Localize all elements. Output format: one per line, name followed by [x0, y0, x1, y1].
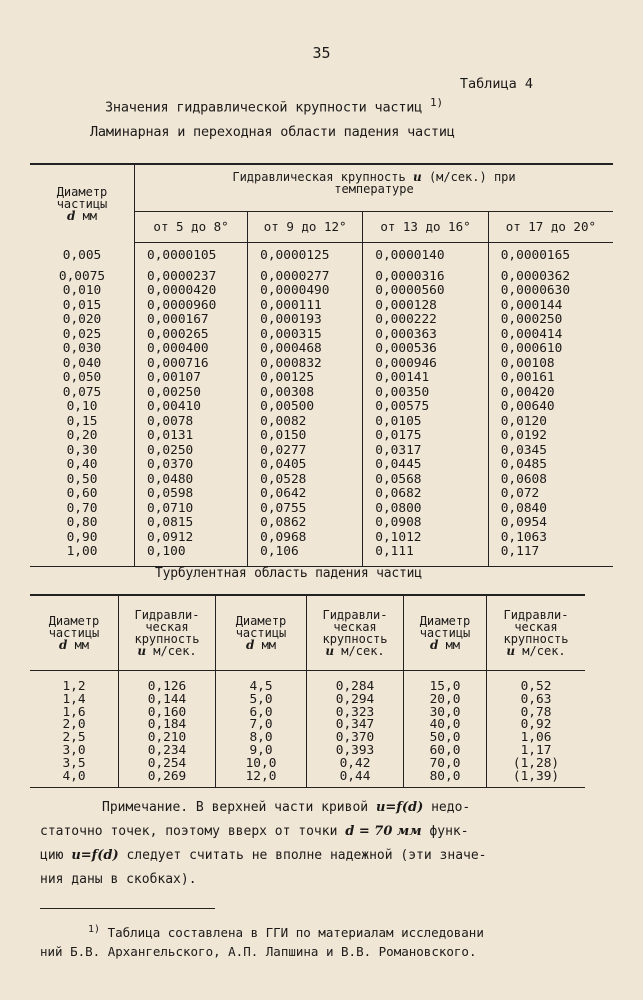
table-row — [30, 299, 613, 314]
velocity-cell: 0,42 — [307, 758, 404, 771]
table-row — [30, 771, 585, 784]
table-row — [30, 386, 613, 401]
velocity-cell: 0,000832 — [248, 357, 363, 372]
table-row — [30, 473, 613, 488]
velocity-cell: 0,323 — [307, 707, 404, 720]
velocity-cell: 0,000946 — [363, 357, 488, 372]
velocity-cell: 0,0000316 — [363, 270, 488, 285]
velocity-cell: 0,52 — [487, 681, 586, 694]
velocity-cell: (1,39) — [487, 771, 586, 784]
diameter-cell: 80,0 — [404, 771, 487, 784]
velocity-cell: 0,111 — [363, 545, 488, 560]
table-row — [30, 502, 613, 517]
velocity-cell: 0,0608 — [500, 471, 547, 487]
velocity-cell: 0,0568 — [363, 473, 488, 488]
velocity-cell: (1,28) — [487, 758, 586, 771]
velocity-cell: 0,0528 — [248, 473, 363, 488]
table-title — [105, 96, 443, 116]
temp-header-5-8: от 5 до 8° — [135, 212, 248, 243]
velocity-cell: 0,0480 — [135, 473, 248, 488]
temp-header-17-20: от 17 до 20° — [488, 212, 613, 243]
table-row — [30, 681, 585, 694]
velocity-cell: 0,0445 — [363, 458, 488, 473]
temp-header-13-16: от 13 до 16° — [363, 212, 488, 243]
laminar-table — [30, 163, 613, 567]
table-row — [30, 429, 613, 444]
diameter-cell: 5,0 — [216, 694, 307, 707]
velocity-cell: 0,0710 — [135, 502, 248, 517]
velocity-cell: 0,000144 — [500, 297, 563, 313]
velocity-cell: 0,0277 — [248, 444, 363, 459]
diameter-cell: 0,015 — [30, 299, 135, 314]
t2-diameter-header-2: Диаметр частицы d мм — [216, 595, 307, 671]
diameter-cell: 30,0 — [404, 707, 487, 720]
velocity-cell: 0,210 — [119, 732, 216, 745]
velocity-cell: 0,000468 — [248, 342, 363, 357]
velocity-cell: 0,0000140 — [363, 249, 488, 264]
velocity-cell: 0,00107 — [135, 371, 248, 386]
velocity-cell: 0,0000630 — [500, 283, 571, 298]
velocity-cell: 0,294 — [307, 694, 404, 707]
velocity-cell: 0,126 — [119, 681, 216, 694]
velocity-cell: 0,00161 — [500, 370, 555, 385]
table-row — [30, 707, 585, 720]
diameter-cell: 2,5 — [62, 730, 86, 746]
velocity-cell: 0,0682 — [363, 487, 488, 502]
diameter-cell: 0,025 — [30, 328, 135, 343]
diameter-header: Диаметр частицы d мм — [30, 164, 135, 243]
velocity-cell: 0,0000125 — [248, 249, 363, 264]
velocity-cell: 0,0000165 — [500, 248, 571, 263]
velocity-cell: 0,00575 — [363, 400, 488, 415]
velocity-cell: 0,0345 — [500, 442, 547, 458]
diameter-cell: 0,040 — [30, 357, 135, 372]
table-row — [30, 487, 613, 502]
velocity-cell: 0,106 — [248, 545, 363, 560]
table-row — [30, 371, 613, 386]
diameter-cell: 10,0 — [216, 758, 307, 771]
velocity-cell: 0,000536 — [363, 342, 488, 357]
velocity-cell: 0,0150 — [248, 429, 363, 444]
diameter-cell: 40,0 — [404, 719, 487, 732]
diameter-cell: 0,40 — [30, 458, 135, 473]
velocity-cell: 0,00250 — [135, 386, 248, 401]
velocity-cell: 0,00108 — [500, 355, 555, 371]
velocity-cell: 0,000265 — [135, 328, 248, 343]
velocity-cell: 0,000315 — [248, 328, 363, 343]
velocity-cell: 0,00141 — [363, 371, 488, 386]
diameter-cell: 0,50 — [30, 473, 135, 488]
velocity-cell: 0,00350 — [363, 386, 488, 401]
velocity-cell: 0,0317 — [363, 444, 488, 459]
velocity-cell: 0,000610 — [500, 341, 563, 356]
diameter-cell: 1,6 — [62, 704, 86, 720]
diameter-cell: 0,15 — [30, 415, 135, 430]
t2-velocity-header-1: Гидравли- ческая крупность u м/сек. — [119, 595, 216, 671]
velocity-cell: 0,000414 — [500, 326, 563, 342]
table-row — [30, 270, 613, 285]
diameter-cell: 0,70 — [30, 502, 135, 517]
velocity-cell: 0,000193 — [248, 313, 363, 328]
velocity-cell: 0,78 — [487, 707, 586, 720]
diameter-cell: 0,30 — [30, 444, 135, 459]
velocity-cell: 0,000111 — [248, 299, 363, 314]
table-label: Таблица 4 — [459, 76, 533, 92]
velocity-cell: 0,00125 — [248, 371, 363, 386]
velocity-cell: 0,0000105 — [135, 249, 248, 264]
velocity-cell: 0,63 — [487, 694, 586, 707]
velocity-cell: 0,144 — [119, 694, 216, 707]
laminar-subtitle: Ламинарная и переходная области падения частиц — [90, 124, 455, 140]
velocity-cell: 0,0000490 — [248, 284, 363, 299]
velocity-cell: 0,0908 — [363, 516, 488, 531]
velocity-cell: 0,370 — [307, 732, 404, 745]
diameter-cell: 12,0 — [216, 771, 307, 784]
velocity-cell: 0,0175 — [363, 429, 488, 444]
velocity-cell: 0,00308 — [248, 386, 363, 401]
velocity-cell: 0,347 — [307, 719, 404, 732]
t2-velocity-header-2: Гидравли- ческая крупность u м/сек. — [307, 595, 404, 671]
diameter-cell: 6,0 — [216, 707, 307, 720]
velocity-cell: 0,284 — [307, 681, 404, 694]
velocity-cell: 0,0000277 — [248, 270, 363, 285]
velocity-cell: 0,0131 — [135, 429, 248, 444]
velocity-cell: 0,1063 — [500, 529, 547, 545]
table-row — [30, 415, 613, 430]
velocity-cell: 0,0840 — [500, 500, 547, 516]
table-spacer — [30, 671, 585, 682]
footnote-mark: 1) — [88, 924, 101, 935]
velocity-cell: 0,0815 — [135, 516, 248, 531]
footnote: $^{1)}$ Таблица составлена в ГГИ по материалам исследовани ний Б.В. Архангельского, А.П. Лапшина и В.В. Романовского. — [40, 924, 484, 960]
velocity-cell: 0,000250 — [500, 312, 563, 327]
diameter-cell: 3,0 — [62, 742, 86, 758]
velocity-cell: 0,393 — [307, 745, 404, 758]
diameter-cell: 0,20 — [30, 429, 135, 444]
velocity-cell: 0,100 — [135, 545, 248, 560]
velocity-cell: 0,160 — [119, 707, 216, 720]
footnote-rule — [40, 908, 215, 909]
diameter-cell: 50,0 — [404, 732, 487, 745]
velocity-cell: 0,0120 — [500, 413, 547, 429]
velocity-cell: 0,000400 — [135, 342, 248, 357]
velocity-cell: 0,0968 — [248, 531, 363, 546]
diameter-cell: 60,0 — [404, 745, 487, 758]
velocity-cell: 0,1012 — [363, 531, 488, 546]
velocity-cell: 0,000363 — [363, 328, 488, 343]
page-number: 35 — [312, 44, 331, 62]
diameter-cell: 4,0 — [62, 768, 86, 784]
diameter-cell: 0,60 — [30, 487, 135, 502]
velocity-cell: 0,269 — [119, 771, 216, 784]
velocity-cell: 0,0192 — [500, 428, 547, 443]
diameter-cell: 0,10 — [30, 400, 135, 415]
velocity-cell: 0,072 — [500, 486, 540, 501]
table-spacer — [30, 783, 585, 788]
table-row — [30, 284, 613, 299]
temp-header-9-12: от 9 до 12° — [248, 212, 363, 243]
velocity-cell: 0,0800 — [363, 502, 488, 517]
velocity-cell: 0,0250 — [135, 444, 248, 459]
diameter-cell: 0,030 — [30, 342, 135, 357]
diameter-cell: 70,0 — [404, 758, 487, 771]
diameter-cell: 1,2 — [62, 679, 86, 694]
title-footnote-mark: 1) — [430, 96, 443, 109]
velocity-cell: 0,000128 — [363, 299, 488, 314]
table-row — [30, 458, 613, 473]
diameter-cell: 4,5 — [216, 681, 307, 694]
velocity-cell: 0,0755 — [248, 502, 363, 517]
velocity-cell: 0,000716 — [135, 357, 248, 372]
velocity-cell: 0,000222 — [363, 313, 488, 328]
velocity-cell: 0,0485 — [500, 457, 547, 472]
velocity-cell: 0,0370 — [135, 458, 248, 473]
diameter-cell: 0,010 — [30, 284, 135, 299]
diameter-cell: 0,80 — [30, 516, 135, 531]
velocity-cell: 0,234 — [119, 745, 216, 758]
table-row — [30, 545, 613, 560]
diameter-cell: 0,90 — [30, 531, 135, 546]
velocity-cell: 0,0954 — [500, 515, 547, 530]
table-row — [30, 531, 613, 546]
note-paragraph: Примечание. В верхней части кривой u=f(d) недо- статочно точек, поэтому вверх от точки d = 70 мм функ- цию u=f(d) следует считать не вполне надежной (эти значе- ния даны в скобках). — [40, 800, 487, 887]
velocity-cell: 0,254 — [119, 758, 216, 771]
velocity-cell: 0,92 — [487, 719, 586, 732]
diameter-cell: 2,0 — [62, 717, 86, 733]
diameter-cell: 3,5 — [62, 755, 86, 771]
velocity-cell: 0,0105 — [363, 415, 488, 430]
turbulent-subtitle: Турбулентная область падения частиц — [155, 566, 422, 581]
diameter-cell: 0,0075 — [30, 270, 135, 285]
velocity-cell: 0,0000960 — [135, 299, 248, 314]
t2-velocity-header-3: Гидравли- ческая крупность u м/сек. — [487, 595, 586, 671]
table-row — [30, 516, 613, 531]
velocity-cell: 0,117 — [500, 544, 540, 559]
velocity-cell: 0,0000237 — [135, 270, 248, 285]
laminar-table-body — [30, 243, 613, 567]
table-row — [30, 342, 613, 357]
table-row — [30, 328, 613, 343]
velocity-cell: 0,0000560 — [363, 284, 488, 299]
diameter-cell: 0,075 — [30, 386, 135, 401]
diameter-cell: 20,0 — [404, 694, 487, 707]
diameter-cell: 15,0 — [404, 681, 487, 694]
table-row — [30, 732, 585, 745]
diameter-cell: 8,0 — [216, 732, 307, 745]
table-row — [30, 719, 585, 732]
table-row — [30, 758, 585, 771]
velocity-cell: 1,17 — [487, 745, 586, 758]
diameter-cell: 0,050 — [30, 371, 135, 386]
table-row — [30, 400, 613, 415]
velocity-group-header: Гидравлическая крупность u (м/сек.) при температуре — [135, 164, 614, 212]
velocity-cell: 0,0598 — [135, 487, 248, 502]
velocity-cell: 0,00420 — [500, 384, 555, 400]
turbulent-table — [30, 594, 585, 788]
table-row — [30, 313, 613, 328]
t2-diameter-header-1: Диаметр частицы d мм — [30, 595, 119, 671]
velocity-cell: 1,06 — [487, 732, 586, 745]
velocity-cell: 0,0000420 — [135, 284, 248, 299]
diameter-cell: 1,4 — [62, 691, 86, 707]
velocity-cell: 0,000167 — [135, 313, 248, 328]
table-row — [30, 357, 613, 372]
velocity-cell: 0,184 — [119, 719, 216, 732]
table-row — [30, 694, 585, 707]
velocity-cell: 0,0078 — [135, 415, 248, 430]
diameter-cell: 7,0 — [216, 719, 307, 732]
velocity-cell: 0,0642 — [248, 487, 363, 502]
velocity-cell: 0,0912 — [135, 531, 248, 546]
turbulent-table-body — [30, 671, 585, 788]
diameter-cell: 0,020 — [30, 313, 135, 328]
diameter-cell: 9,0 — [216, 745, 307, 758]
velocity-cell: 0,0862 — [248, 516, 363, 531]
table-row — [30, 745, 585, 758]
velocity-cell: 0,0000362 — [500, 268, 571, 284]
velocity-cell: 0,0405 — [248, 458, 363, 473]
velocity-cell: 0,0082 — [248, 415, 363, 430]
diameter-cell: 0,005 — [30, 249, 135, 264]
velocity-cell: 0,00410 — [135, 400, 248, 415]
diameter-cell: 1,00 — [30, 545, 135, 560]
table-row — [30, 444, 613, 459]
velocity-cell: 0,00640 — [500, 399, 555, 414]
table-row — [30, 249, 613, 264]
table-title-text: Значения гидравлической крупности частиц — [105, 99, 423, 116]
velocity-cell: 0,44 — [307, 771, 404, 784]
t2-diameter-header-3: Диаметр частицы d мм — [404, 595, 487, 671]
velocity-cell: 0,00500 — [248, 400, 363, 415]
